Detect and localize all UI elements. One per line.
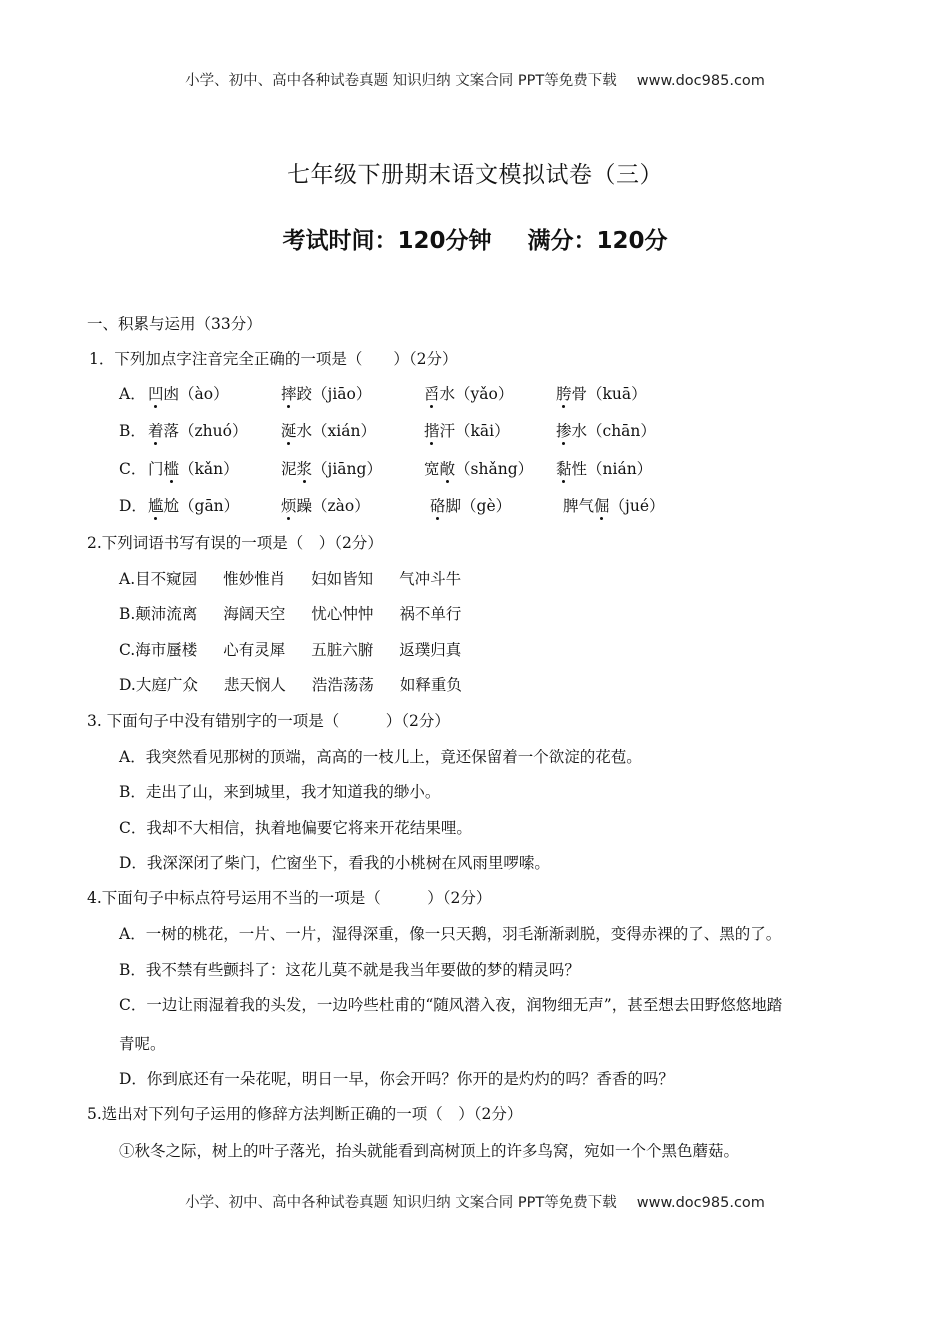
question-3-option-c: C．我却不大相信，执着地偏要它将来开花结果哩。 (119, 819, 472, 837)
question-2-word: 大庭广众 (135, 676, 198, 694)
question-4-option-c: C．一边让雨湿着我的头发，一边吟些杜甫的“随风潜入夜，润物细无声”，甚至想去田野悠悠地踏 (119, 996, 783, 1014)
question-3-option-d: D．我深深闭了柴门，伫窗坐下，看我的小桃树在风雨里啰嗦。 (119, 854, 550, 872)
question-4-option-a: A．一树的桃花，一片、一片，湿得深重，像一只天鹅，羽毛渐渐剥脱，变得赤裸的了、黑的了。 (119, 925, 782, 943)
question-1-option-word: 舀水（yǎo） (424, 385, 514, 403)
question-2-word: 悲天悯人 (223, 676, 286, 694)
question-1-option-word: 凹凼（ào） (148, 385, 229, 403)
emphasis-dot-char: 倔 (594, 497, 610, 515)
question-2-option (119, 604, 487, 624)
question-2-word: 颠沛流离 (135, 605, 198, 623)
question-2-word: 浩浩荡荡 (311, 676, 374, 694)
question-1-option-label: A． (119, 385, 146, 403)
question-4-stem: 4.下面句子中标点符号运用不当的一项是（ ）（2分） (87, 889, 492, 907)
question-2-option-label: B. (119, 605, 136, 623)
question-1-option-word: 揩汗（kāi） (424, 422, 510, 440)
question-2-word: 五脏六腑 (311, 641, 374, 659)
emphasis-dot-char: 黏 (556, 460, 572, 478)
question-1-option-word: 摔跤（jiāo） (281, 385, 372, 403)
exam-title: 七年级下册期末语文模拟试卷（三） (287, 162, 663, 188)
question-2-word: 海市蜃楼 (135, 641, 198, 659)
question-1-stem: 1．下列加点字注音完全正确的一项是（ ）（2分） (89, 350, 458, 368)
emphasis-dot-char: 尴 (148, 497, 164, 515)
question-4-option-c-cont: 青呢。 (119, 1035, 166, 1053)
question-2-option-label: C. (119, 641, 136, 659)
question-2-stem: 2.下列词语书写有误的一项是（ ）（2分） (87, 534, 383, 552)
emphasis-dot-char: 凹 (148, 385, 164, 403)
question-1-option-word: 硌脚（gè） (430, 497, 512, 515)
emphasis-dot-char: 舀 (424, 385, 440, 403)
emphasis-dot-char: 硌 (430, 497, 446, 515)
emphasis-dot-char: 摔 (281, 385, 297, 403)
question-1-option-word: 胯骨（kuā） (556, 385, 647, 403)
question-2-word: 目不窥园 (135, 570, 198, 588)
question-1-option-word: 门槛（kǎn） (148, 460, 239, 478)
question-2-word: 惟妙惟肖 (223, 570, 286, 588)
question-1-option-word: 烦躁（zào） (281, 497, 370, 515)
banner-text: 小学、初中、高中各种试卷真题 知识归纳 文案合同 PPT等免费下载 (185, 73, 617, 89)
banner-url[interactable]: www.doc985.com (636, 1195, 765, 1211)
question-1-option-label: B． (119, 422, 146, 440)
question-2-word: 妇如皆知 (311, 570, 374, 588)
exam-subtitle (0, 222, 950, 255)
question-2-word: 忧心忡忡 (311, 605, 374, 623)
question-2-option (119, 675, 488, 695)
question-1-option-word: 涎水（xián） (281, 422, 376, 440)
question-2-option (119, 569, 487, 589)
top-banner (0, 69, 950, 90)
question-3-option-a: A．我突然看见那树的顶端，高高的一枝儿上，竟还保留着一个欲淀的花苞。 (119, 748, 642, 766)
emphasis-dot-char: 掺 (556, 422, 572, 440)
question-1-option-word: 泥浆（jiāng） (281, 460, 382, 478)
question-5-stem: 5.选出对下列句子运用的修辞方法判断正确的一项（ ）（2分） (87, 1105, 523, 1123)
question-1-option-word: 黏性（nián） (556, 460, 653, 478)
question-2-option-label: A. (119, 570, 136, 588)
question-2-option (119, 640, 487, 660)
banner-url[interactable]: www.doc985.com (636, 73, 765, 89)
emphasis-dot-char: 敞 (439, 460, 456, 478)
section-heading: 一、积累与运用（33分） (87, 315, 262, 333)
emphasis-dot-char: 涎 (281, 422, 297, 440)
exam-score: 满分：120分 (527, 228, 668, 254)
question-2-word: 心有灵犀 (223, 641, 286, 659)
question-2-word: 返璞归真 (399, 641, 462, 659)
emphasis-dot-char: 浆 (296, 460, 313, 478)
question-2-word: 气冲斗牛 (399, 570, 462, 588)
question-1-option-word: 脾气倔（jué） (563, 497, 665, 515)
question-2-word: 海阔天空 (223, 605, 286, 623)
question-2-word: 祸不单行 (399, 605, 462, 623)
question-1-option-word: 尴尬（gān） (148, 497, 240, 515)
bottom-banner (0, 1191, 950, 1212)
question-1-option-word: 宽敞（shǎng） (424, 460, 534, 478)
question-1-option-label: D． (119, 497, 147, 515)
question-5-sentence-1: ①秋冬之际，树上的叶子落光，抬头就能看到高树顶上的许多鸟窝，宛如一个个黑色蘑菇。 (119, 1142, 740, 1160)
question-1-option-label: C． (119, 460, 147, 478)
banner-text: 小学、初中、高中各种试卷真题 知识归纳 文案合同 PPT等免费下载 (185, 1195, 617, 1211)
emphasis-dot-char: 槛 (163, 460, 180, 478)
question-1-option-word: 掺水（chān） (556, 422, 656, 440)
question-3-stem: 3. 下面句子中没有错别字的一项是（ ）（2分） (87, 712, 450, 730)
question-2-option-label: D. (119, 676, 136, 694)
question-4-option-d: D．你到底还有一朵花呢，明日一早，你会开吗？你开的是灼灼的吗？香香的吗？ (119, 1070, 674, 1088)
exam-time: 考试时间：120分钟 (282, 228, 492, 254)
question-2-word: 如释重负 (399, 676, 462, 694)
question-3-option-b: B．走出了山，来到城里，我才知道我的缈小。 (119, 783, 441, 801)
question-4-option-b: B．我不禁有些颤抖了：这花儿莫不就是我当年要做的梦的精灵吗？ (119, 961, 580, 979)
emphasis-dot-char: 着 (148, 422, 164, 440)
emphasis-dot-char: 揩 (424, 422, 440, 440)
emphasis-dot-char: 烦 (281, 497, 297, 515)
emphasis-dot-char: 胯 (556, 385, 572, 403)
question-1-option-word: 着落（zhuó） (148, 422, 248, 440)
